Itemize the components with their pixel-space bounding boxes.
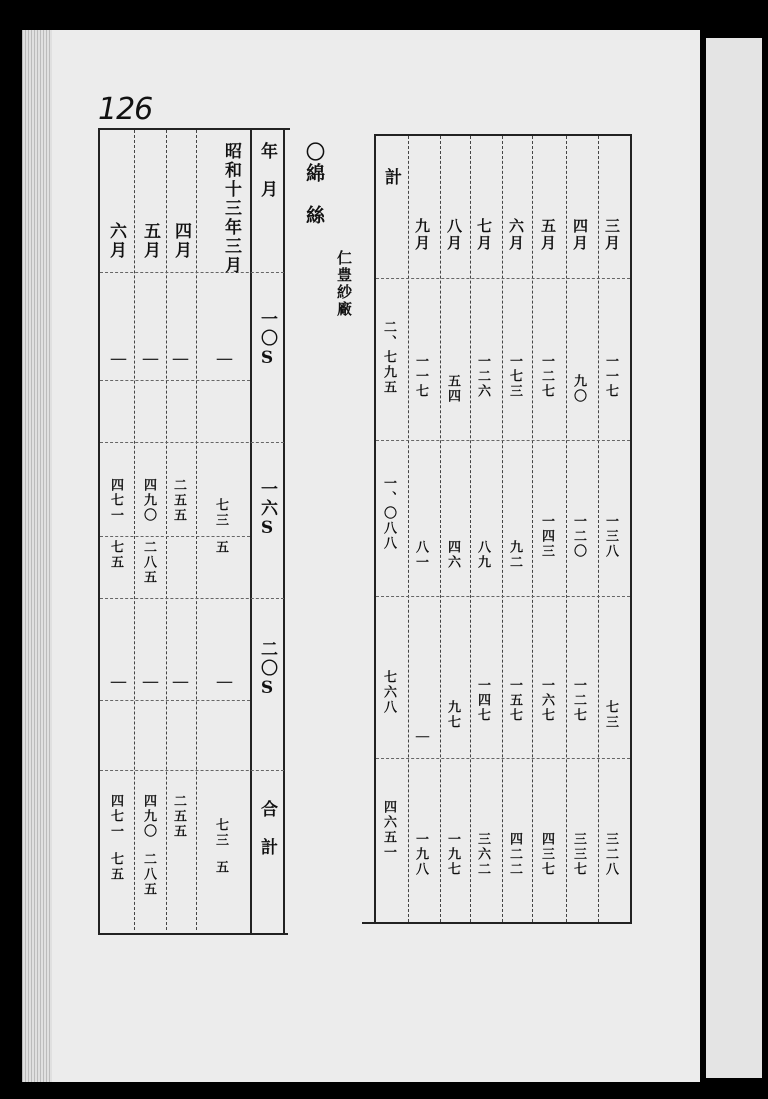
cell-16s: 一二〇	[571, 514, 586, 559]
header-label: 年 月	[257, 142, 277, 199]
page-number: 126	[98, 92, 153, 127]
cell-10s: ｜	[109, 352, 127, 369]
month-label: 五月	[539, 218, 557, 252]
cell-total: 七三	[213, 818, 228, 848]
cell-20s: ｜	[109, 675, 127, 692]
cell-20s: 一四七	[475, 678, 490, 723]
cell-16s: 一四三	[539, 514, 554, 559]
cell-total: 三六二	[475, 832, 490, 877]
cell-10s: 一一七	[413, 354, 428, 399]
cell-10s: 一二七	[539, 354, 554, 399]
month-label: 八月	[445, 218, 463, 252]
grade-label-20s: 二〇S	[257, 640, 277, 700]
cell-total: 四七一	[108, 794, 123, 839]
cell-total: 五	[213, 860, 228, 875]
month-label: 五月	[140, 222, 160, 260]
cell-20s: ｜	[171, 675, 189, 692]
cell-16s: 五	[213, 540, 228, 555]
cell-16s: 一三八	[603, 514, 618, 559]
cell-16s: 八一	[413, 540, 428, 570]
cell-20s: ｜	[215, 675, 233, 692]
cell-20s: 一五七	[507, 678, 522, 723]
grade-label-total: 合 計	[257, 800, 277, 857]
grade-label-16s: 一六S	[257, 480, 277, 540]
cell-10s: ｜	[171, 352, 189, 369]
page-stack-edge	[22, 30, 52, 1082]
cell-10s: 一二六	[475, 354, 490, 399]
cell-total: 四二二	[507, 832, 522, 877]
total-20s: 七六八	[381, 670, 396, 715]
total-16s: 一、〇八八	[381, 476, 396, 551]
section-title: 〇綿 絲	[303, 142, 325, 226]
month-label: 九月	[413, 218, 431, 252]
cell-10s: ｜	[215, 352, 233, 369]
cell-20s: 一二七	[571, 678, 586, 723]
cell-16s: 四六	[445, 540, 460, 570]
cell-total: 七五	[108, 852, 123, 882]
cell-total: 三三七	[571, 832, 586, 877]
cell-16s: 七五	[108, 540, 123, 570]
cell-10s: 九〇	[571, 374, 586, 404]
cell-20s: ｜	[141, 675, 159, 692]
cell-16s: 七三	[213, 498, 228, 528]
month-label: 三月	[603, 218, 621, 252]
month-label: 四月	[171, 222, 191, 260]
total-label: 計	[381, 168, 401, 187]
cell-20s: 一六七	[539, 678, 554, 723]
month-label: 四月	[571, 218, 589, 252]
cell-10s: 五四	[445, 374, 460, 404]
total-10s: 二、七九五	[381, 320, 396, 395]
cell-total: 一九八	[413, 832, 428, 877]
cell-20s: 七三	[603, 700, 618, 730]
cell-total: 一九七	[445, 832, 460, 877]
mill-name: 仁豊紗廠	[335, 250, 353, 318]
month-label: 昭和十三年三月	[221, 142, 241, 275]
cell-16s: 二五五	[171, 478, 186, 523]
month-label: 六月	[507, 218, 525, 252]
cell-10s: ｜	[141, 352, 159, 369]
cell-total: 四三七	[539, 832, 554, 877]
adjacent-page	[706, 38, 762, 1078]
cell-10s: 一一七	[603, 354, 618, 399]
cell-10s: 一七三	[507, 354, 522, 399]
month-label: 六月	[106, 222, 126, 260]
cell-16s: 四七一	[108, 478, 123, 523]
cell-total: 四九〇	[141, 794, 156, 839]
cell-16s: 二八五	[141, 540, 156, 585]
cell-16s: 九二	[507, 540, 522, 570]
grade-label-10s: 一〇S	[257, 310, 277, 370]
cell-20s: ｜	[413, 730, 428, 745]
cell-total: 三二八	[603, 832, 618, 877]
cell-total: 二八五	[141, 852, 156, 897]
cell-20s: 九七	[445, 700, 460, 730]
cell-total: 二五五	[171, 794, 186, 839]
cell-16s: 四九〇	[141, 478, 156, 523]
month-label: 七月	[475, 218, 493, 252]
cell-16s: 八九	[475, 540, 490, 570]
total-all: 四六五一	[381, 800, 396, 860]
